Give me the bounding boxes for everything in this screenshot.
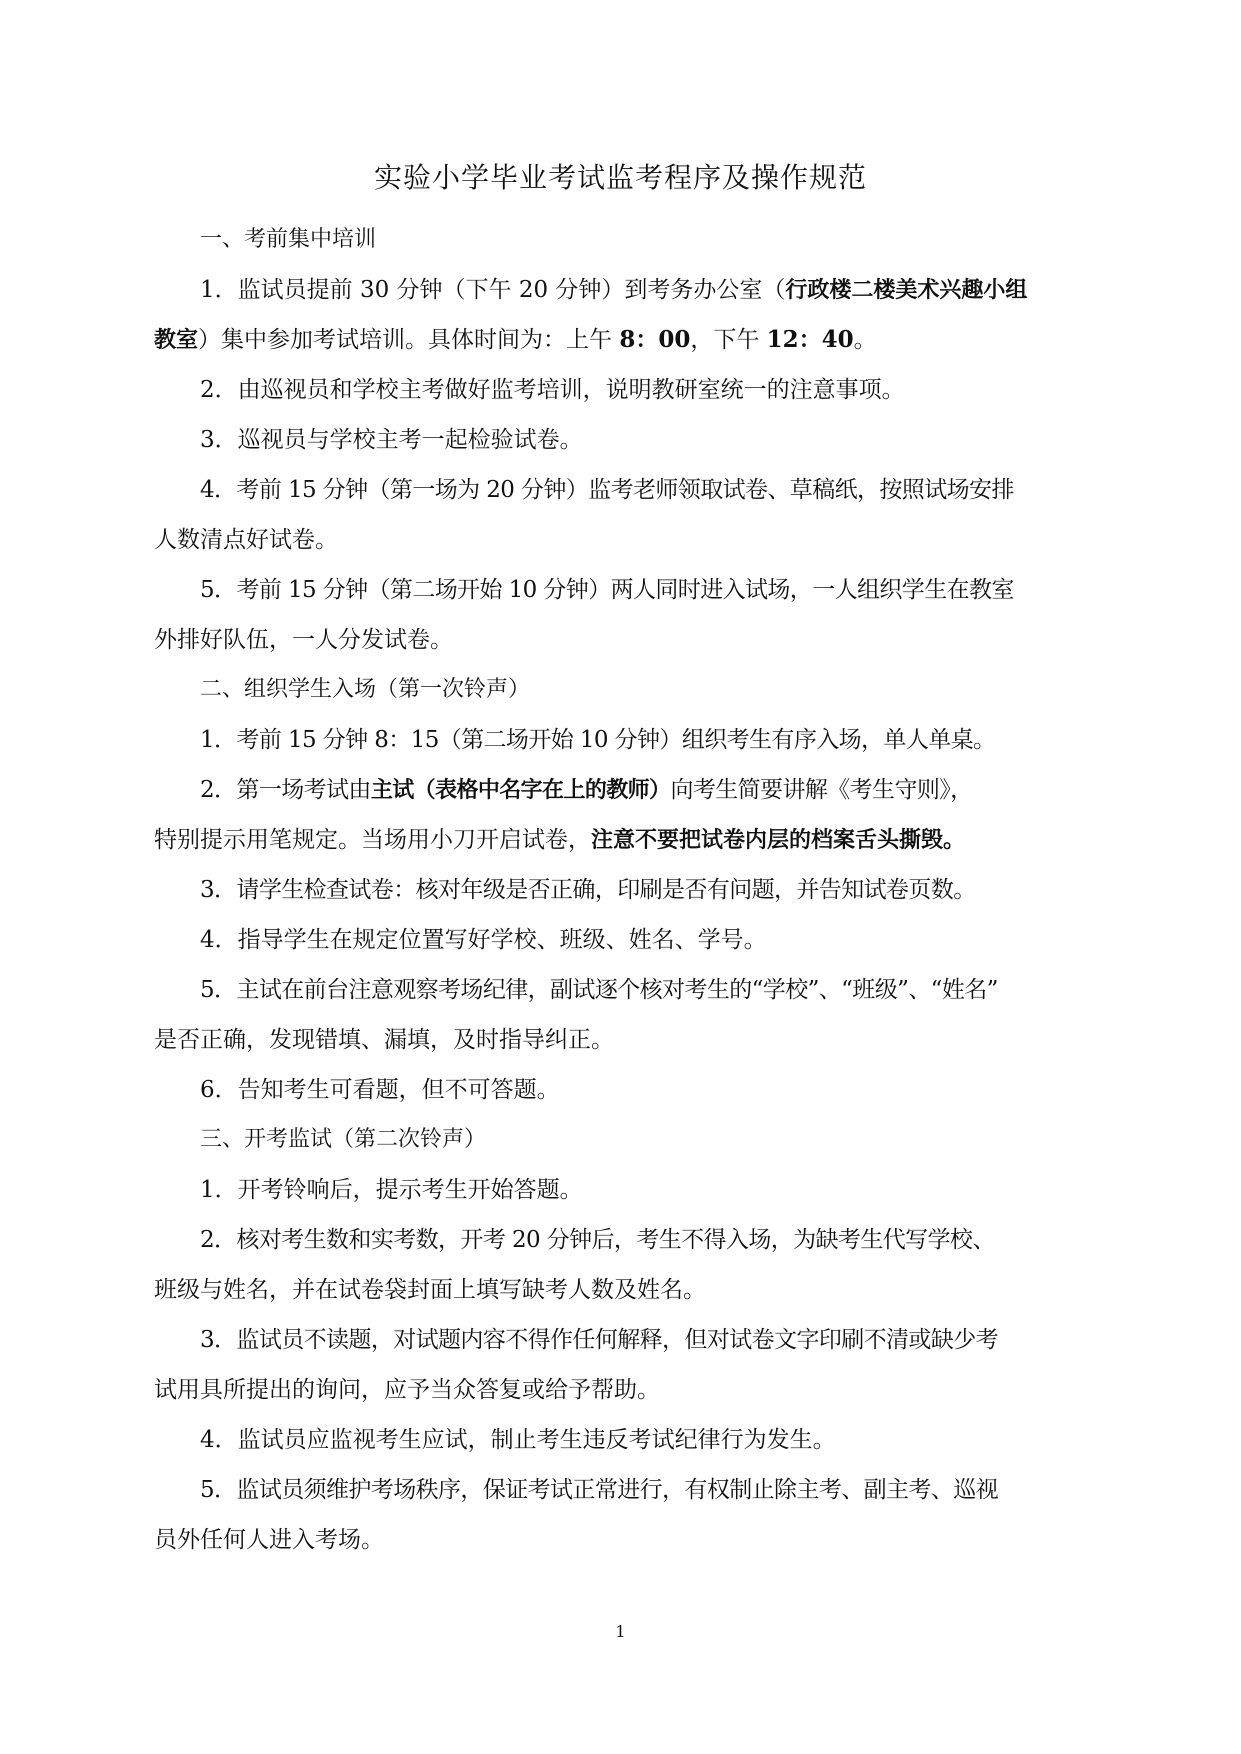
text-run: 向考生简要讲解《考生守则》，	[670, 777, 973, 803]
paragraph-3-3-cont: 试用具所提出的询问，应予当众答复或给予帮助。	[154, 1377, 660, 1403]
paragraph-3-5-cont: 员外任何人进入考场。	[154, 1527, 384, 1553]
paragraph-1-5: 5．考前 15 分钟（第二场开始 10 分钟）两人同时进入试场，一人组织学生在教室	[200, 577, 1014, 603]
paragraph-2-4: 4．指导学生在规定位置写好学校、班级、姓名、学号。	[200, 927, 767, 953]
paragraph-2-5: 5．主试在前台注意观察考场纪律，副试逐个核对考生的“学校”、“班级”、“姓名”	[200, 977, 998, 1003]
bold-location-cont: 教室	[154, 328, 199, 353]
document-body	[154, 215, 1092, 1565]
paragraph-3-2-cont: 班级与姓名，并在试卷袋封面上填写缺考人数及姓名。	[154, 1277, 706, 1303]
paragraph-2-5-cont: 是否正确，发现错填、漏填，及时指导纠正。	[154, 1027, 614, 1053]
text-run: 1．监试员提前 30 分钟（下午 20 分钟）到考务办公室（	[200, 277, 786, 303]
paragraph-3-1: 1．开考铃响后，提示考生开始答题。	[200, 1177, 583, 1203]
bold-chief-examiner: 主试（表格中名字在上的教师）	[370, 778, 671, 803]
text-run: 特别提示用笔规定。当场用小刀开启试卷，	[154, 827, 591, 853]
bold-warning: 注意不要把试卷内层的档案舌头撕毁。	[591, 828, 966, 853]
paragraph-3-5: 5．监试员须维护考场秩序，保证考试正常进行，有权制止除主考、副主考、巡视	[200, 1477, 999, 1503]
paragraph-3-3: 3．监试员不读题，对试题内容不得作任何解释，但对试卷文字印刷不清或缺少考	[200, 1327, 999, 1353]
paragraph-2-6: 6．告知考生可看题，但不可答题。	[200, 1077, 560, 1103]
paragraph-3-4: 4．监试员应监视考生应试，制止考生违反考试纪律行为发生。	[200, 1427, 836, 1453]
text-run: ）集中参加考试培训。具体时间为：上午	[198, 327, 620, 353]
section-heading-3: 三、开考监试（第二次铃声）	[200, 1127, 487, 1152]
document-title: 实验小学毕业考试监考程序及操作规范	[373, 161, 867, 194]
paragraph-2-3: 3．请学生检查试卷：核对年级是否正确，印刷是否有问题，并告知试卷页数。	[200, 877, 976, 903]
paragraph-2-2-cont	[154, 815, 1092, 865]
text-run: 。	[853, 327, 877, 353]
bold-time-am: 8：00	[619, 326, 691, 353]
paragraph-2-2	[154, 765, 1092, 815]
paragraph-1-4: 4．考前 15 分钟（第一场为 20 分钟）监考老师领取试卷、草稿纸，按照试场安排	[200, 477, 1014, 503]
paragraph-2-1: 1．考前 15 分钟 8：15（第二场开始 10 分钟）组织考生有序入场，单人单桌。	[200, 727, 996, 753]
text-run: 2．第一场考试由	[200, 777, 371, 803]
page-number: 1	[615, 1622, 626, 1641]
bold-time-pm: 12：40	[766, 326, 854, 353]
bold-location: 行政楼二楼美术兴趣小组	[785, 278, 1028, 303]
paragraph-1-4-cont: 人数清点好试卷。	[154, 527, 338, 553]
paragraph-1-1	[154, 265, 1092, 315]
paragraph-1-1-cont	[154, 315, 1092, 365]
text-run: ，下午	[690, 327, 767, 353]
section-heading-1: 一、考前集中培训	[200, 227, 377, 252]
paragraph-1-5-cont: 外排好队伍，一人分发试卷。	[154, 627, 453, 653]
paragraph-1-3: 3．巡视员与学校主考一起检验试卷。	[200, 427, 583, 453]
paragraph-1-2: 2．由巡视员和学校主考做好监考培训，说明教研室统一的注意事项。	[200, 377, 905, 403]
section-heading-2: 二、组织学生入场（第一次铃声）	[200, 677, 531, 702]
paragraph-3-2: 2．核对考生数和实考数，开考 20 分钟后，考生不得入场，为缺考生代写学校、	[200, 1227, 995, 1253]
